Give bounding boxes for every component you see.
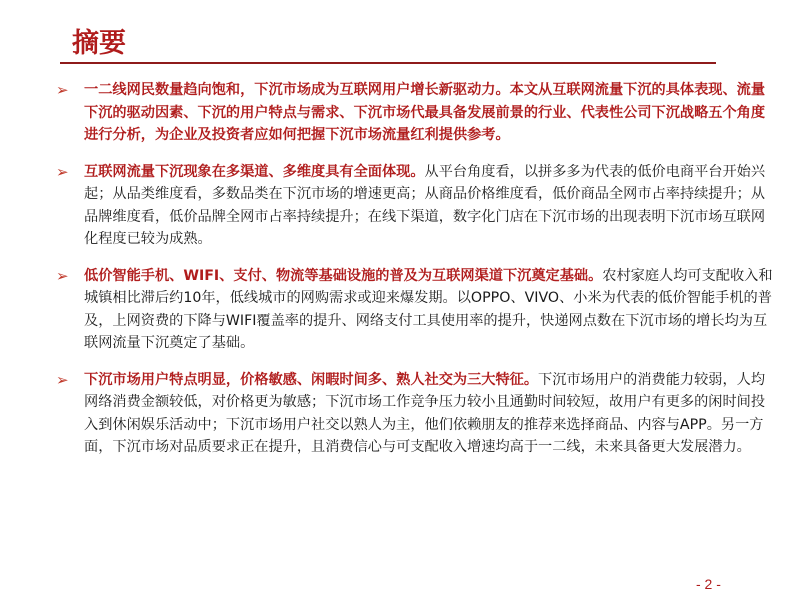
bullet-lead: 互联网流量下沉现象在多渠道、多维度具有全面体现。 <box>84 163 425 180</box>
arrow-bullet-icon: ➢ <box>56 81 69 99</box>
bullet-item <box>56 161 776 251</box>
bullet-text: 下沉市场用户的消费能力较弱，人均网络消费金额较低，对价格更为敏感；下沉市场工作竞争压力较小且通勤时间较短，故用户有更多的闲时间投入到休闲娱乐活动中；下沉市场用户社交以熟人为主，他们依赖朋友的推荐来选择商品、内容与APP。另一方面，下沉市场对品质要求正在提升，且消费信心与可支配收入增速均高于一二线，未来具备更大发展潜力。 <box>84 371 766 455</box>
arrow-bullet-icon: ➢ <box>56 162 69 181</box>
bullet-text: 农村家庭人均可支配收入和城镇相比滞后约10年，低线城市的网购需求或迎来爆发期。以OPPO、VIVO、小米为代表的低价智能手机的普及，上网资费的下降与WIFI覆盖率的提升、网络支付工具使用率的提升，快递网点数在下沉市场的增长均为互联网流量下沉奠定了基础。 <box>84 267 773 351</box>
bullet-item <box>56 265 776 355</box>
arrow-bullet-icon: ➢ <box>56 370 69 389</box>
bullet-lead: 低价智能手机、WIFI、支付、物流等基础设施的普及为互联网渠道下沉奠定基础。 <box>84 267 603 284</box>
bullet-item <box>56 369 776 459</box>
bullet-item <box>56 79 776 147</box>
bullet-lead: 一二线网民数量趋向饱和，下沉市场成为互联网用户增长新驱动力。本文从互联网流量下沉的具体表现、流量下沉的驱动因素、下沉的用户特点与需求、下沉市场代最具备发展前景的行业、代表性公司下沉战略五个角度进行分析，为企业及投资者应如何把握下沉市场流量红利提供参考。 <box>84 82 766 143</box>
bullet-lead: 下沉市场用户特点明显，价格敏感、闲暇时间多、熟人社交为三大特征。 <box>84 371 539 388</box>
abstract-content <box>56 79 776 473</box>
bullet-text: 从平台角度看，以拼多多为代表的低价电商平台开始兴起；从品类维度看，多数品类在下沉市场的增速更高；从商品价格维度看，低价商品全网市占率持续提升；从品牌维度看，低价品牌全网市占率持续提升；在线下渠道，数字化门店在下沉市场的出现表明下沉市场互联网化程度已较为成熟。 <box>84 163 766 247</box>
page-number: - 2 - <box>696 576 721 592</box>
page-title: 摘要 <box>72 28 126 59</box>
title-divider <box>60 62 716 64</box>
arrow-bullet-icon: ➢ <box>56 266 69 285</box>
